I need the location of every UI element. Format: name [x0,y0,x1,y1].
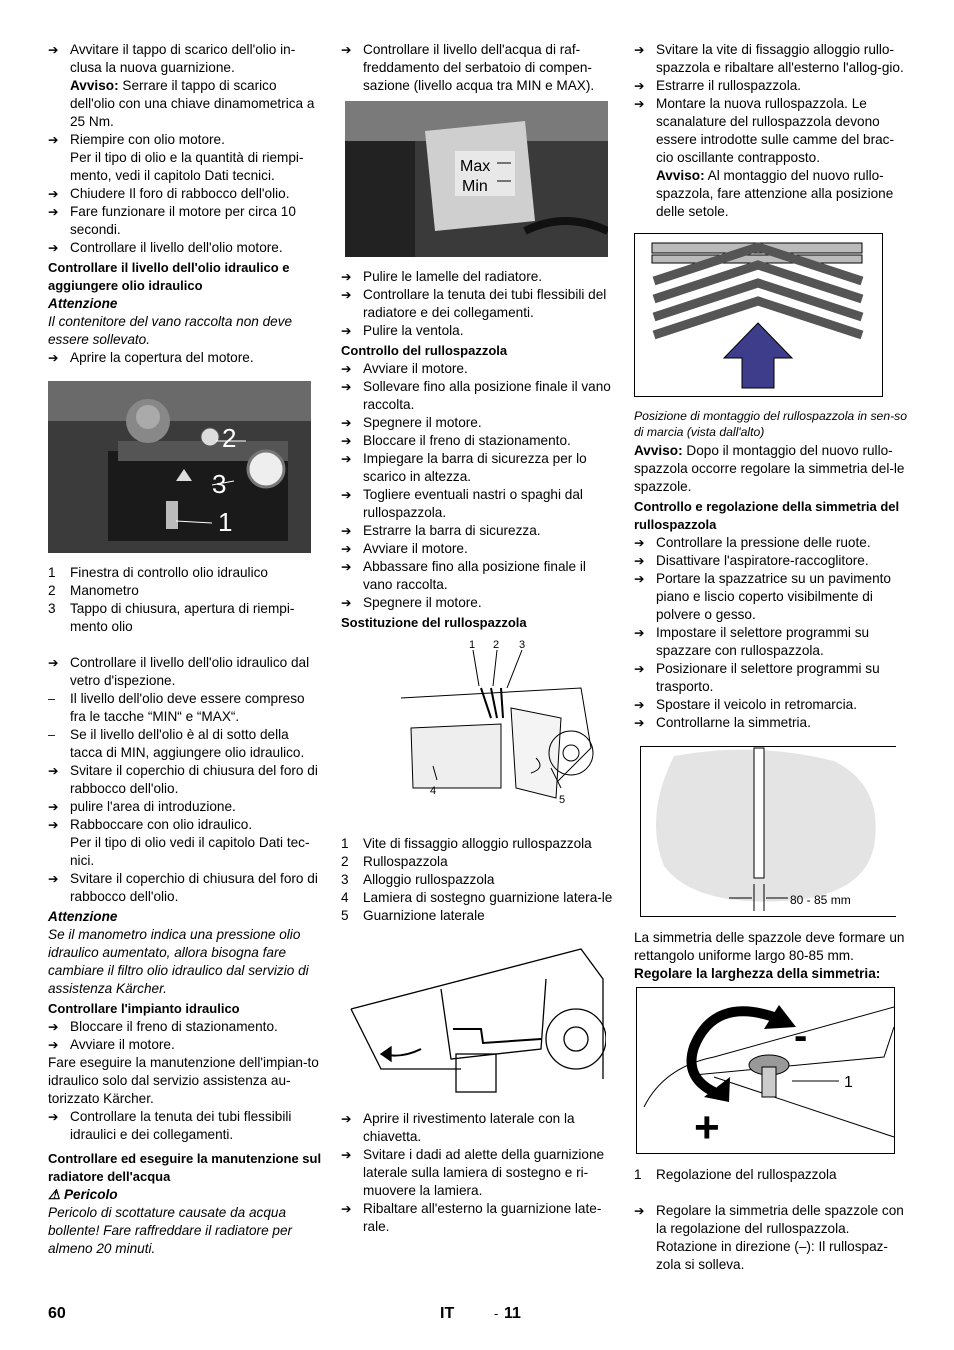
arrow-icon: ➔ [48,1038,59,1052]
arrow-icon: ➔ [48,133,59,147]
coolant-tank-image [345,101,608,257]
figure-caption: Posizione di montaggio del rullospazzola in sen-so di marcia (vista dall'alto) [634,409,908,439]
arrow-icon: ➔ [48,872,59,886]
section-heading: Sostituzione del rullospazzola [341,615,527,630]
note: Rotazione in direzione (–): Il rullospaz-zola si solleva. [656,1239,888,1272]
step: ➔ Impiegare la barra di sicurezza per lo scarico in altezza. [341,451,587,484]
step: ➔ Riempire con olio motore. [48,132,225,147]
brush-orientation-diagram [634,233,908,402]
step: ➔ Controllare il livello dell'olio idraulico dal vetro d'ispezione. [48,655,310,688]
plus-label: + [694,1103,720,1152]
step: ➔ Ribaltare all'esterno la guarnizione late-rale. [341,1201,602,1234]
adjuster-drawing [634,987,896,1155]
step: ➔ Svitare il coperchio di chiusura del foro di rabbocco dell'olio. [48,871,318,904]
legend-item: 1 Vite di fissaggio alloggio rullospazzola [341,836,592,851]
arrow-icon: ➔ [341,1202,352,1216]
step: ➔ Avviare il motore. [341,541,468,556]
note: Avviso: Al montaggio del nuovo rullo-spazzola, fare attenzione alla posizione delle setole. [656,168,894,219]
legend-item: 5 Guarnizione laterale [341,908,485,923]
arrow-icon: ➔ [341,524,352,538]
arrow-icon: ➔ [634,79,645,93]
side-seal-diagram [341,939,613,1104]
arrow-icon: ➔ [341,434,352,448]
column-2 [341,41,613,1236]
legend-item: 2 Manometro [48,583,139,598]
column-3 [634,41,908,1274]
step: ➔ Montare la nuova rullospazzola. Le scanalature del rullospazzola devono essere introdotte sulle camme del brac-cio oscillante contrapposto. [634,96,894,165]
callout-2: 2 [222,423,237,453]
arrow-icon: ➔ [48,800,59,814]
section-page-number: 11 [504,1305,521,1322]
dash-item: – Se il livello dell'olio è al di sotto della tacca di MIN, aggiungere olio idraulico. [48,727,305,760]
callout-1: 1 [469,639,476,651]
legend-item: 3 Tappo di chiusura, apertura di riempi-mento olio [48,601,295,634]
arrow-icon: ➔ [48,43,59,57]
step: ➔ Avvitare il tappo di scarico dell'olio in-clusa la nuova guarnizione. [48,42,296,75]
step: ➔ Avviare il motore. [341,361,468,376]
brush-pattern-diagram [634,746,908,923]
section-heading: Controllare ed eseguire la manutenzione sul radiatore dell'acqua [48,1151,322,1184]
arrow-icon: ➔ [341,560,352,574]
hydraulic-tank-image [48,381,311,553]
coolant-tank-photo [345,101,613,262]
arrow-icon: ➔ [634,97,645,111]
legend-list [341,835,613,925]
arrow-icon: ➔ [341,596,352,610]
paragraph: La simmetria delle spazzole deve formare un rettangolo uniforme largo 80-85 mm. [634,930,905,963]
arrow-icon: ➔ [634,716,645,730]
step: ➔ Spegnere il motore. [341,415,482,430]
step: ➔ Portare la spazzatrice su un pavimento piano e liscio coperto visibilmente di polvere o gesso. [634,571,891,622]
legend-item: 1 Regolazione del rullospazzola [634,1167,837,1182]
arrow-icon: ➔ [341,43,352,57]
step: ➔ Rabboccare con olio idraulico. [48,817,253,832]
section-heading: Controllare l'impianto idraulico [48,1001,240,1016]
step: ➔ Impostare il selettore programmi su spazzare con rullospazzola. [634,625,870,658]
step: ➔ Avviare il motore. [48,1037,175,1052]
callout-1: 1 [844,1074,853,1091]
arrow-icon: ➔ [341,380,352,394]
brush-adjustment-diagram [634,987,908,1160]
arrow-icon: ➔ [341,416,352,430]
step: ➔ Pulire la ventola. [341,323,464,338]
page-footer [48,1305,908,1335]
sweep-pattern-drawing [634,746,896,918]
note: Per il tipo di olio e la quantità di riempi-mento, vedi il capitolo Dati tecnici. [70,150,304,183]
arrow-icon: ➔ [634,554,645,568]
step: ➔ Controllare la tenuta dei tubi flessibili idraulici e dei collegamenti. [48,1109,292,1142]
callout-2: 2 [493,639,500,651]
dash-item: – Il livello dell'olio deve essere compreso fra le tacche “MIN“ e “MAX“. [48,691,305,724]
arrow-icon: ➔ [634,698,645,712]
arrow-icon: ➔ [48,205,59,219]
step: ➔ Fare funzionare il motore per circa 10 secondi. [48,204,296,237]
max-label: Max [460,158,491,175]
column-1 [48,41,323,1258]
callout-3: 3 [212,469,227,499]
section-heading: Controllare il livello dell'olio idraulico e aggiungere olio idraulico [48,260,290,293]
legend-item: 1 Finestra di controllo olio idraulico [48,565,268,580]
step: ➔ Regolare la simmetria delle spazzole con la regolazione del rullospazzola. [634,1203,904,1236]
step: ➔ Controllare la pressione delle ruote. [634,535,871,550]
callout-5: 5 [559,794,566,806]
arrow-icon: ➔ [341,1148,352,1162]
step: ➔ Controllarne la simmetria. [634,715,811,730]
arrow-icon: ➔ [48,187,59,201]
step: ➔ Controllare la tenuta dei tubi flessibili del radiatore e dei collegamenti. [341,287,607,320]
arrow-icon: ➔ [634,662,645,676]
step: ➔ Svitare la vite di fissaggio alloggio rullo-spazzola e ribaltare all'esterno l'allog-gio. [634,42,904,75]
step: ➔ Pulire le lamelle del radiatore. [341,269,543,284]
step: ➔ Abbassare fino alla posizione finale il vano raccolta. [341,559,586,592]
section-heading: Controllo del rullospazzola [341,343,508,358]
step: ➔ pulire l'area di introduzione. [48,799,236,814]
arrow-icon: ➔ [634,536,645,550]
arrow-icon: ➔ [341,362,352,376]
arrow-icon: ➔ [48,1110,59,1124]
arrow-icon: ➔ [341,324,352,338]
step: ➔ Sollevare fino alla posizione finale il vano raccolta. [341,379,611,412]
section-heading: Regolare la larghezza della simmetria: [634,966,881,981]
arrow-icon: ➔ [341,288,352,302]
arrow-icon: ➔ [341,452,352,466]
note: Per il tipo di olio vedi il capitolo Dati tec-nici. [70,835,310,868]
legend-item: 2 Rullospazzola [341,854,448,869]
step: ➔ Bloccare il freno di stazionamento. [341,433,571,448]
arrow-icon: ➔ [48,818,59,832]
step: ➔ Togliere eventuali nastri o spaghi dal rullospazzola. [341,487,583,520]
step: ➔ Posizionare il selettore programmi su trasporto. [634,661,880,694]
steps-list [634,534,908,732]
measure-label: 80 - 85 mm [790,893,851,907]
step: ➔ Disattivare l'aspiratore-raccoglitore. [634,553,869,568]
legend-item: 3 Alloggio rullospazzola [341,872,495,887]
danger-title: ⚠ Pericolo [48,1187,118,1202]
steps-list [341,1110,613,1236]
attention-title: Attenzione [48,909,118,924]
step: ➔ Estrarre il rullospazzola. [634,78,802,93]
step: ➔ Bloccare il freno di stazionamento. [48,1019,278,1034]
steps-list [341,360,613,612]
min-label: Min [462,178,488,195]
arrow-icon: ➔ [341,488,352,502]
step: ➔ Spostare il veicolo in retromarcia. [634,697,857,712]
arrow-icon: ➔ [634,1204,645,1218]
arrow-icon: ➔ [634,572,645,586]
step: ➔ Estrarre la barra di sicurezza. [341,523,541,538]
arrow-icon: ➔ [634,43,645,57]
brush-chevron-drawing [634,233,884,397]
arrow-icon: ➔ [48,1020,59,1034]
danger-text: Pericolo di scottature causate da acqua bollente! Fare raffreddare il radiatore per almeno 20 minuti. [48,1205,293,1256]
attention-text: Se il manometro indica una pressione olio idraulico aumentato, allora bisogna fare cambiare il filtro olio idraulico dal servizio di assistenza Kärcher. [48,927,309,996]
arrow-icon: ➔ [48,351,59,365]
brush-removal-diagram [341,638,613,829]
arrow-icon: ➔ [341,1112,352,1126]
callout-1: 1 [218,507,233,537]
step: ➔ Controllare il livello dell'olio motore. [48,240,283,255]
arrow-icon: ➔ [341,270,352,284]
attention-title: Attenzione [48,296,118,311]
hydraulic-tank-photo [48,381,323,558]
language-code: IT [440,1305,455,1322]
note: Avviso: Serrare il tappo di scarico dell'olio con una chiave dinamometrica a 25 Nm. [70,78,315,129]
step: ➔ Controllare il livello dell'acqua di raf-freddamento del serbatoio di compen-sazione (livello acqua tra MIN e MAX). [341,42,595,93]
step: ➔ Spegnere il motore. [341,595,482,610]
step: ➔ Svitare i dadi ad alette della guarnizione laterale sulla lamiera di sostegno e ri-muovere la lamiera. [341,1147,605,1198]
arrow-icon: ➔ [48,241,59,255]
step: ➔ Aprire la copertura del motore. [48,350,254,365]
paragraph: Fare eseguire la manutenzione dell'impian-to idraulico solo dal servizio assistenza au-torizzato Kärcher. [48,1055,319,1106]
arrow-icon: ➔ [634,626,645,640]
side-seal-drawing [341,939,606,1099]
attention-text: Il contenitore del vano raccolta non deve essere sollevato. [48,314,293,347]
warning-icon: ⚠ [48,1187,61,1202]
section-heading: Controllo e regolazione della simmetria del rullospazzola [634,499,900,532]
arrow-icon: ➔ [48,656,59,670]
paragraph: Avviso: Dopo il montaggio del nuovo rullo-spazzola occorre regolare la simmetria del-le spazzole. [634,443,905,494]
brush-housing-drawing [341,638,613,824]
arrow-icon: ➔ [341,542,352,556]
callout-4: 4 [430,785,437,797]
minus-label: - [794,1014,808,1058]
arrow-icon: ➔ [48,764,59,778]
callout-3: 3 [519,639,526,651]
step: ➔ Chiudere Il foro di rabbocco dell'olio. [48,186,290,201]
step: ➔ Svitare il coperchio di chiusura del foro di rabbocco dell'olio. [48,763,318,796]
step: ➔ Aprire il rivestimento laterale con la chiavetta. [341,1111,575,1144]
legend-item: 4 Lamiera di sostegno guarnizione latera-le [341,890,613,905]
page-number: 60 [48,1305,66,1322]
footer-separator: - [494,1306,499,1321]
